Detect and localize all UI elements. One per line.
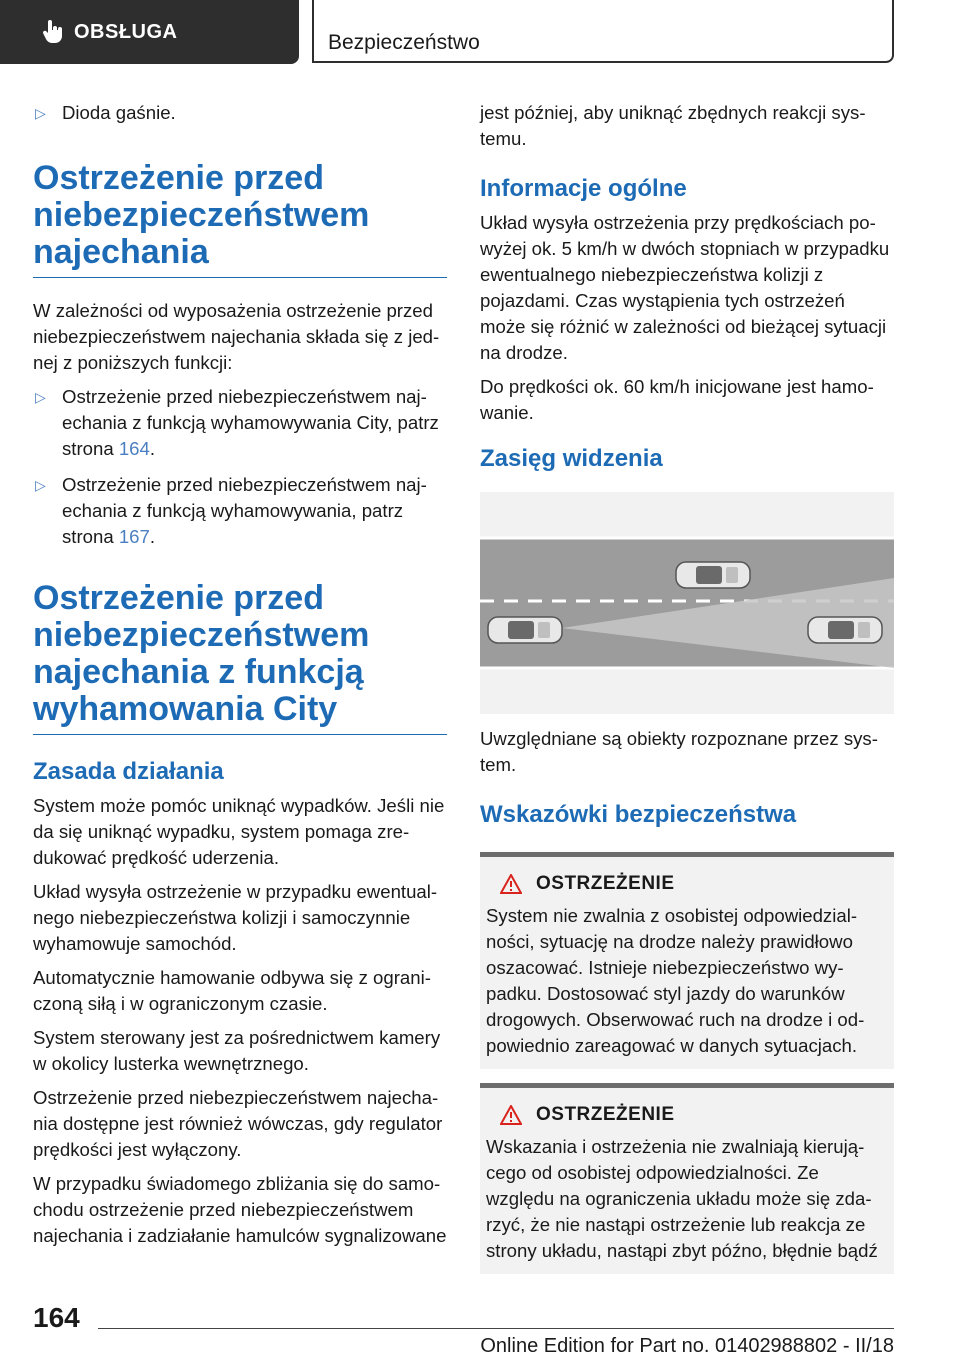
chapter-box [312,0,894,63]
paragraph: Do prędkości ok. 60 km/h inicjowane jest hamowanie. [480,376,874,423]
paragraph: W przypadku świadomego zbliżania się do samochodu ostrzeżenie przed niebezpieczeństwem najechania i zadziałanie hamulców sygnalizowane [33,1173,447,1246]
car-icon [808,617,882,643]
heading-line: wyhamowania City [33,690,338,728]
paragraph: jest później, aby uniknąć zbędnych reakcji systemu. [480,102,866,149]
warning-title-text: OSTRZEŻENIE [536,873,675,894]
left-column [33,100,447,1257]
figure-caption: Uwzględniane są obiekty rozpoznane przez system. [480,728,878,775]
bullet-text: Ostrzeżenie przed niebezpieczeństwem najechania z funkcją wyhamowywania, patrz strona [62,474,427,547]
bullet-end: . [149,438,156,459]
car-icon [676,562,750,588]
chapter-title: Bezpieczeństwo [328,31,480,54]
section-tab-label: OBSŁUGA [74,20,178,43]
subheading: Wskazówki bezpieczeństwa [480,801,797,828]
bullet-text: Dioda gaśnie. [62,102,176,123]
heading-line: najechania [33,233,209,271]
warning-title-text: OSTRZEŻENIE [536,1104,675,1125]
bullet-end: . [149,526,156,547]
triangle-bullet-icon: ▷ [35,105,46,121]
edition-note: Online Edition for Part no. 01402988802 - II/18 [480,1335,894,1357]
paragraph: Ostrzeżenie przed niebezpieczeństwem najechania dostępne jest również wówczas, gdy regulator prędkości jest wyłączony. [33,1087,443,1160]
warning-title [486,1104,888,1126]
right-column [480,100,894,1274]
section-heading [33,160,447,278]
list-item [33,384,447,462]
warning-box [480,1083,894,1274]
warning-text: System nie zwalnia z osobistej odpowiedzialności, sytuację na drodze należy prawidłowo oszacować. Istnieje niebezpieczeństwo wypadku. Dostosować styl jazdy do warunków drogowych. Obserwować ruch na drodze i odpowiednio zareagować w danych sytuacjach. [486,905,865,1056]
warning-box [480,852,894,1069]
paragraph: Automatycznie hamowanie odbywa się z ograniczoną siłą i w ograniczonym czasie. [33,967,431,1014]
page-number: 164 [33,1302,80,1333]
page-link[interactable]: 164 [118,438,150,459]
hand-pointer-icon [42,20,64,44]
footer-divider [98,1328,894,1329]
paragraph: System może pomóc uniknąć wypadków. Jeśli nie da się uniknąć wypadku, system pomaga zredukować prędkość uderzenia. [33,795,445,868]
bullet-text: Ostrzeżenie przed niebezpieczeństwem najechania z funkcją wyhamowywania City, patrz strona [62,386,439,459]
heading-line: Ostrzeżenie przed [33,159,324,197]
subheading: Informacje ogólne [480,175,687,202]
paragraph: System sterowany jest za pośrednictwem kamery w okolicy lusterka wewnętrznego. [33,1027,441,1074]
heading-line: Ostrzeżenie przed [33,579,324,617]
car-icon [488,617,562,643]
warning-triangle-icon [500,874,522,894]
list-item [33,100,447,126]
section-tab[interactable] [0,0,299,64]
heading-line: niebezpieczeństwem [33,196,370,234]
list-item [33,472,447,550]
heading-line: niebezpieczeństwem [33,616,370,654]
detection-range-figure [480,492,894,714]
paragraph: Układ wysyła ostrzeżenie w przypadku ewentualnego niebezpieczeństwa kolizji i samoczynnie wyhamowuje samochód. [33,881,438,954]
triangle-bullet-icon: ▷ [35,477,46,493]
triangle-bullet-icon: ▷ [35,389,46,405]
heading-line: najechania z funkcją [33,653,364,691]
subheading: Zasada działania [33,758,224,785]
warning-text: Wskazania i ostrzeżenia nie zwalniają kierującego od osobistej odpowiedzialności. Ze względu na ograniczenia układu może się zdarzyć, że nie nastąpi ostrzeżenie lub reakcja ze strony układu, nastąpi zbyt późno, błędnie bądź [486,1136,878,1261]
road-illustration [480,492,894,714]
paragraph: W zależności od wyposażenia ostrzeżenie przed niebezpieczeństwem najechania składa się z jednej z poniższych funkcji: [33,300,440,373]
page-link[interactable]: 167 [118,526,150,547]
paragraph: Układ wysyła ostrzeżenia przy prędkościach powyżej ok. 5 km/h w dwóch stopniach w przypadku ewentualnego niebezpieczeństwa kolizji z pojazdami. Czas wystąpienia tych ostrzeżeń może się różnić w zależności od bieżącej sytuacji na drodze. [480,212,890,363]
subheading: Zasięg widzenia [480,445,663,472]
section-heading [33,580,447,735]
warning-triangle-icon [500,1105,522,1125]
warning-title [486,873,888,895]
